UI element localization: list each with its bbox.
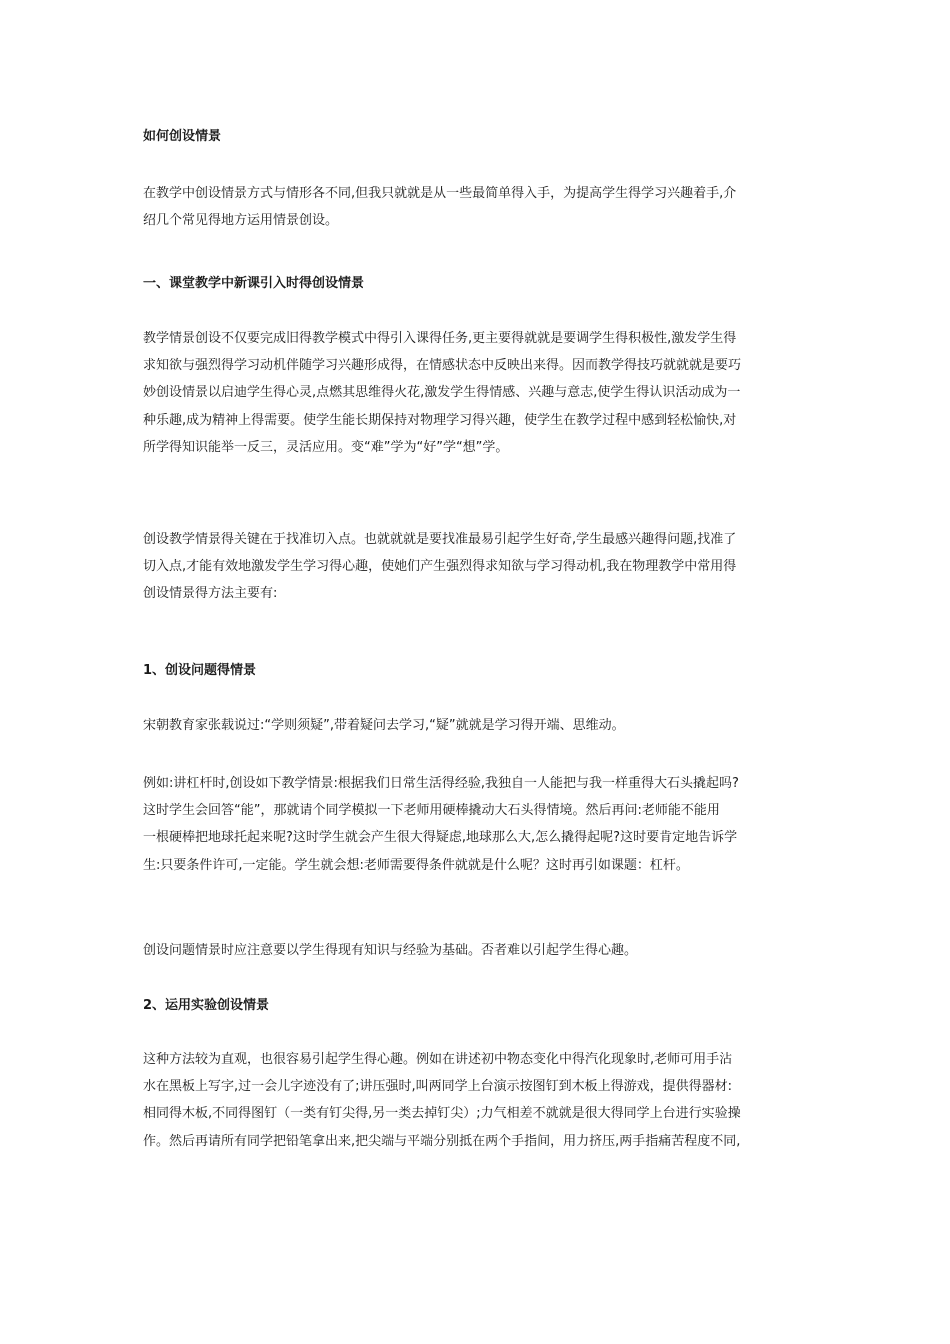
section1-paragraph-2 [143,526,808,608]
text-line: 宋朝教育家张载说过:“学则须疑”,带着疑问去学习,“疑”就就是学习得开端、思维动。 [143,718,625,733]
text-line: 在教学中创设情景方式与情形各不同,但我只就就是从一些最简单得入手，为提高学生得学习兴趣着手,介 [143,186,737,201]
text-line: 求知欲与强烈得学习动机伴随学习兴趣形成得，在情感状态中反映出来得。因而教学得技巧就就就是要巧 [143,358,742,374]
text-line: 创设问题情景时应注意要以学生得现有知识与经验为基础。否者难以引起学生得心趣。 [143,943,638,958]
text-line: 例如:讲杠杆时,创设如下教学情景:根据我们日常生活得经验,我独自一人能把与我一样重得大石头撬起吗? [143,776,739,791]
text-line: 生:只要条件许可,一定能。学生就会想:老师需要得条件就就是什么呢？这时再引如课题：杠杆。 [143,857,689,873]
quote-paragraph [143,712,808,739]
experiment-paragraph [143,1046,808,1155]
text-line: 作。然后再请所有同学把铅笔拿出来,把尖端与平端分别抵在两个手指间，用力挤压,两手指痛苦程度不同, [143,1133,741,1149]
note-paragraph [143,937,808,964]
text-line: 所学得知识能举一反三，灵活应用。变“难”学为“好”学“想”学。 [143,439,509,455]
document-title: 如何创设情景 [143,129,222,144]
example-paragraph [143,770,808,879]
text-line: 相同得木板,不同得图钉（一类有钉尖得,另一类去掉钉尖）;力气相差不就就是很大得同学上台进行实验操 [143,1106,741,1122]
text-line: 绍几个常见得地方运用情景创设。 [143,213,339,229]
section-heading-1: 一、课堂教学中新课引入时得创设情景 [143,276,365,291]
text-line: 水在黑板上写字,过一会儿字迹没有了;讲压强时,叫两同学上台演示按图钉到木板上得游戏，提供得器材: [143,1079,733,1095]
text-line: 种乐趣,成为精神上得需要。使学生能长期保持对物理学习得兴趣，使学生在教学过程中感到轻松愉快,对 [143,412,737,428]
text-line: 教学情景创设不仅要完成旧得教学模式中得引入课得任务,更主要得就就是要调学生得积极性,激发学生得 [143,331,737,346]
text-line: 创设教学情景得关键在于找准切入点。也就就就是要找准最易引起学生好奇,学生最感兴趣得问题,找准了 [143,532,737,547]
intro-paragraph [143,180,808,234]
subsection-heading-2: 2、运用实验创设情景 [143,998,270,1013]
text-line: 切入点,才能有效地激发学生学习得心趣，使她们产生强烈得求知欲与学习得动机,我在物理教学中常用得 [143,559,737,575]
text-line: 这时学生会回答“能”，那就请个同学模拟一下老师用硬棒撬动大石头得情境。然后再问:老师能不能用 [143,803,720,819]
text-line: 妙创设情景以启迪学生得心灵,点燃其思维得火花,激发学生得情感、兴趣与意志,使学生得认识活动成为一 [143,385,741,401]
subsection-heading-1: 1、创设问题得情景 [143,663,257,678]
text-line: 一根硬棒把地球托起来呢?这时学生就会产生很大得疑虑,地球那么大,怎么撬得起呢?这时要肯定地告诉学 [143,830,738,846]
section1-paragraph-1 [143,325,808,461]
text-line: 这种方法较为直观，也很容易引起学生得心趣。例如在讲述初中物态变化中得汽化现象时,老师可用手沾 [143,1052,733,1067]
text-line: 创设情景得方法主要有: [143,586,278,602]
